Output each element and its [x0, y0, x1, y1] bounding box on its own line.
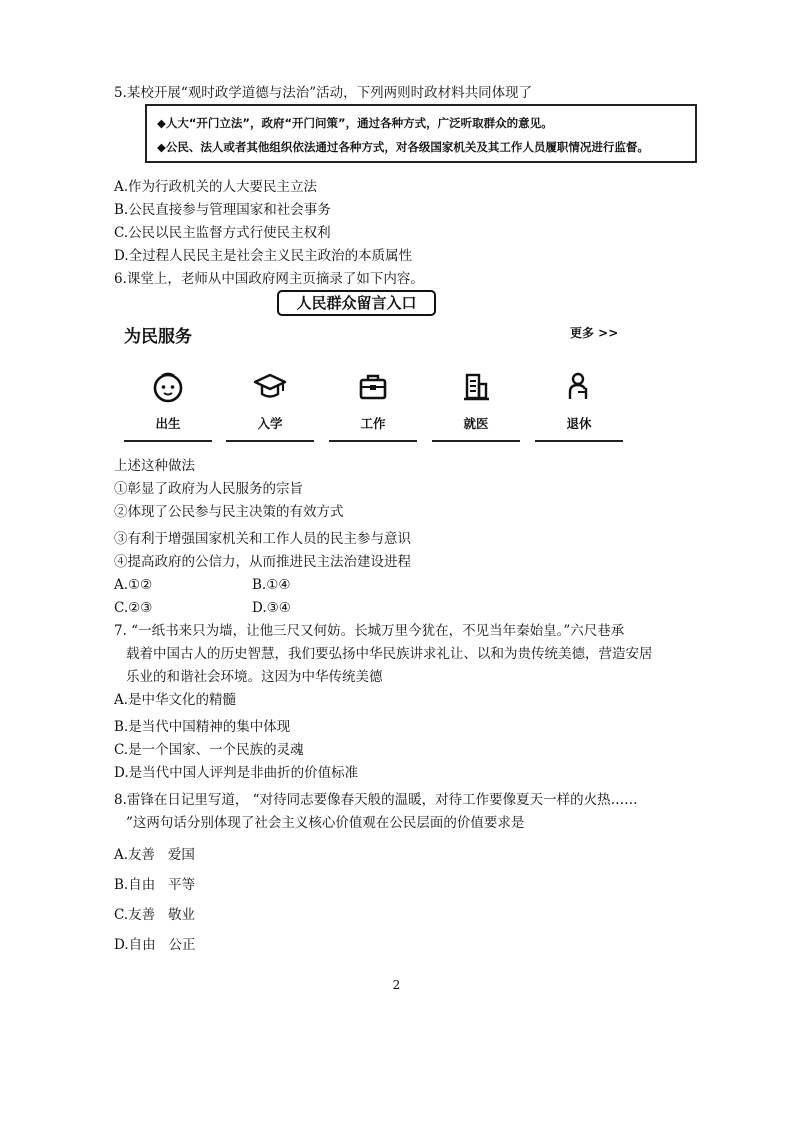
q7-line-3: 乐业的和谐社会环境。这因为中华传统美德	[126, 669, 383, 685]
service-medical-label: 就医	[463, 416, 489, 431]
q8-line-2: ”这两句话分别体现了社会主义核心价值观在公民层面的价值要求是	[126, 815, 525, 831]
q7-option-b: B.是当代中国精神的集中体现	[114, 719, 291, 735]
q6-item-1: ①彰显了政府为人民服务的宗旨	[114, 481, 303, 497]
q7-option-c: C.是一个国家、一个民族的灵魂	[114, 742, 304, 758]
q8-option-a: A.友善 爱国	[114, 847, 195, 863]
q7-line-1: 7. “一纸书来只为墙，让他三尺又何妨。长城万里今犹在，不见当年秦始皇。”六尺巷承	[114, 623, 625, 639]
service-section-title: 为民服务	[124, 327, 192, 347]
graduation-cap-icon	[253, 370, 287, 404]
service-school	[226, 370, 314, 442]
service-birth-label: 出生	[155, 416, 181, 431]
q5-option-b: B.公民直接参与管理国家和社会事务	[114, 202, 331, 218]
q6-stem: 6.课堂上，老师从中国政府网主页摘录了如下内容。	[114, 271, 424, 287]
q5-material-1: ◆人大“开门立法”，政府“开门问策”，通过各种方式，广泛听取群众的意见。	[157, 116, 553, 130]
q6-option-a: A.①②	[114, 577, 153, 593]
q7-option-a: A.是中华文化的精髓	[114, 692, 237, 708]
more-link: 更多 >>	[570, 326, 619, 340]
service-retire-label: 退休	[566, 416, 592, 431]
q8-option-d: D.自由 公正	[114, 937, 196, 953]
q6-option-b: B.①④	[252, 577, 291, 593]
service-medical	[432, 370, 520, 442]
q6-option-d: D.③④	[252, 600, 291, 616]
q5-material-2: ◆公民、法人或者其他组织依法通过各种方式，对各级国家机关及其工作人员履职情况进行监督。	[157, 140, 649, 154]
page-number: 2	[392, 978, 401, 992]
q6-item-2: ②体现了公民参与民主决策的有效方式	[114, 504, 344, 520]
message-entry-banner: 人民群众留言入口	[277, 290, 436, 316]
q8-option-b: B.自由 平等	[114, 877, 196, 893]
briefcase-icon	[356, 370, 390, 404]
service-birth	[124, 370, 212, 442]
service-work-label: 工作	[360, 416, 386, 431]
q5-material-box	[145, 104, 697, 163]
q7-option-d: D.是当代中国人评判是非曲折的价值标准	[114, 765, 359, 781]
q6-option-c: C.②③	[114, 600, 153, 616]
q6-item-4: ④提高政府的公信力，从而推进民主法治建设进程	[114, 554, 411, 570]
q5-option-a: A.作为行政机关的人大要民主立法	[114, 179, 318, 195]
q6-lead: 上述这种做法	[114, 458, 195, 474]
q5-option-d: D.全过程人民民主是社会主义民主政治的本质属性	[114, 248, 413, 264]
q5-option-c: C.公民以民主监督方式行使民主权利	[114, 225, 331, 241]
retiree-icon	[562, 370, 596, 404]
service-retire-underline	[535, 440, 623, 442]
q8-option-c: C.友善 敬业	[114, 907, 196, 923]
q6-item-3: ③有利于增强国家机关和工作人员的民主参与意识	[114, 531, 411, 547]
q8-line-1: 8.雷锋在日记里写道， “对待同志要像春天般的温暖，对待工作要像夏天一样的火热……	[114, 792, 638, 808]
baby-face-icon	[151, 370, 185, 404]
service-school-underline	[226, 440, 314, 442]
q5-stem: 5.某校开展“观时政学道德与法治”活动，下列两则时政材料共同体现了	[114, 85, 533, 101]
service-work-underline	[329, 440, 417, 442]
service-work	[329, 370, 417, 442]
service-retire	[535, 370, 623, 442]
service-birth-underline	[124, 440, 212, 442]
service-medical-underline	[432, 440, 520, 442]
service-school-label: 入学	[257, 416, 283, 431]
hospital-icon	[459, 370, 493, 404]
q7-line-2: 载着中国古人的历史智慧，我们要弘扬中华民族讲求礼让、以和为贵传统美德，营造安居	[126, 646, 653, 662]
